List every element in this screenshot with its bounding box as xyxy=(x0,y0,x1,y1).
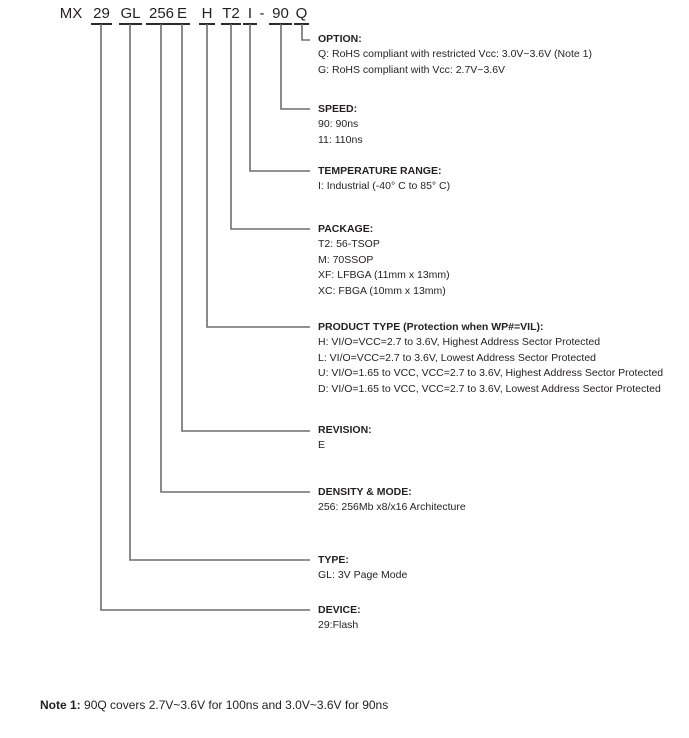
section-option-heading: OPTION: xyxy=(318,33,362,45)
connector-q-to-option xyxy=(302,24,310,40)
part-segment-package: T2 xyxy=(221,6,241,25)
connector-29-to-device xyxy=(101,24,310,610)
part-segment-device: 29 xyxy=(91,6,112,25)
part-segment-speed: 90 xyxy=(269,6,292,25)
section-device-item: 29:Flash xyxy=(318,619,359,631)
footnote-text: 90Q covers 2.7V~3.6V for 100ns and 3.0V~3.6V for 90ns xyxy=(84,698,389,712)
section-type-heading: TYPE: xyxy=(318,554,349,566)
section-product-type-heading: PRODUCT TYPE (Protection when WP#=VIL): xyxy=(318,321,544,333)
connector-gl-to-type xyxy=(130,24,310,560)
section-package-item: M: 70SSOP xyxy=(318,253,374,266)
section-temperature-range xyxy=(318,165,686,194)
section-product-type-item: D: VI/O=1.65 to VCC, VCC=2.7 to 3.6V, Lowest Address Sector Protected xyxy=(318,382,661,395)
section-device xyxy=(318,604,686,633)
connector-h-to-product-type xyxy=(207,24,310,327)
section-device-heading: DEVICE: xyxy=(318,604,361,616)
part-segment-density: 256 xyxy=(146,6,177,25)
section-density-heading: DENSITY & MODE: xyxy=(318,486,412,498)
section-option-item: G: RoHS compliant with Vcc: 2.7V~3.6V xyxy=(318,63,506,76)
section-product-type xyxy=(318,321,686,396)
section-speed xyxy=(318,103,686,147)
section-package-item: XF: LFBGA (11mm x 13mm) xyxy=(318,269,450,281)
section-temperature-heading: TEMPERATURE RANGE: xyxy=(318,165,442,177)
section-type xyxy=(318,554,686,583)
section-speed-item: 90: 90ns xyxy=(318,118,359,130)
section-package-item: T2: 56-TSOP xyxy=(318,238,380,250)
section-speed-heading: SPEED: xyxy=(318,103,358,115)
connector-90-to-speed xyxy=(281,24,310,109)
connector-e-to-revision xyxy=(182,24,310,431)
connector-i-to-temperature xyxy=(250,24,310,171)
part-segment-option: Q xyxy=(294,6,309,25)
section-revision-item: E xyxy=(318,439,326,451)
section-package xyxy=(318,223,686,298)
section-package-heading: PACKAGE: xyxy=(318,223,374,235)
section-product-type-item: L: VI/O=VCC=2.7 to 3.6V, Lowest Address Sector Protected xyxy=(318,351,597,364)
section-revision xyxy=(318,424,686,453)
part-segment-type: GL xyxy=(119,6,142,25)
footnote xyxy=(40,698,388,713)
section-product-type-item: U: VI/O=1.65 to VCC, VCC=2.7 to 3.6V, Highest Address Sector Protected xyxy=(318,367,664,379)
section-option-item: Q: RoHS compliant with restricted Vcc: 3.0V~3.6V (Note 1) xyxy=(318,48,592,60)
section-density-mode xyxy=(318,486,686,515)
part-segment-revision: E xyxy=(174,6,190,25)
part-segment-dash: - xyxy=(259,5,265,22)
footnote-label: Note 1: xyxy=(40,698,81,712)
connector-256-to-density xyxy=(161,24,310,492)
connector-t2-to-package xyxy=(231,24,310,229)
section-type-item: GL: 3V Page Mode xyxy=(318,569,408,581)
section-revision-heading: REVISION: xyxy=(318,424,372,436)
part-segment-prefix: MX xyxy=(59,5,83,22)
section-product-type-item: H: VI/O=VCC=2.7 to 3.6V, Highest Address Sector Protected xyxy=(318,336,601,348)
part-segment-temp: I xyxy=(243,6,257,25)
section-package-item: XC: FBGA (10mm x 13mm) xyxy=(318,284,446,297)
section-temperature-item: I: Industrial (-40° C to 85° C) xyxy=(318,180,451,192)
section-density-item: 256: 256Mb x8/x16 Architecture xyxy=(318,501,466,513)
section-option xyxy=(318,33,686,77)
section-speed-item: 11: 110ns xyxy=(318,133,363,146)
part-segment-product: H xyxy=(199,6,215,25)
